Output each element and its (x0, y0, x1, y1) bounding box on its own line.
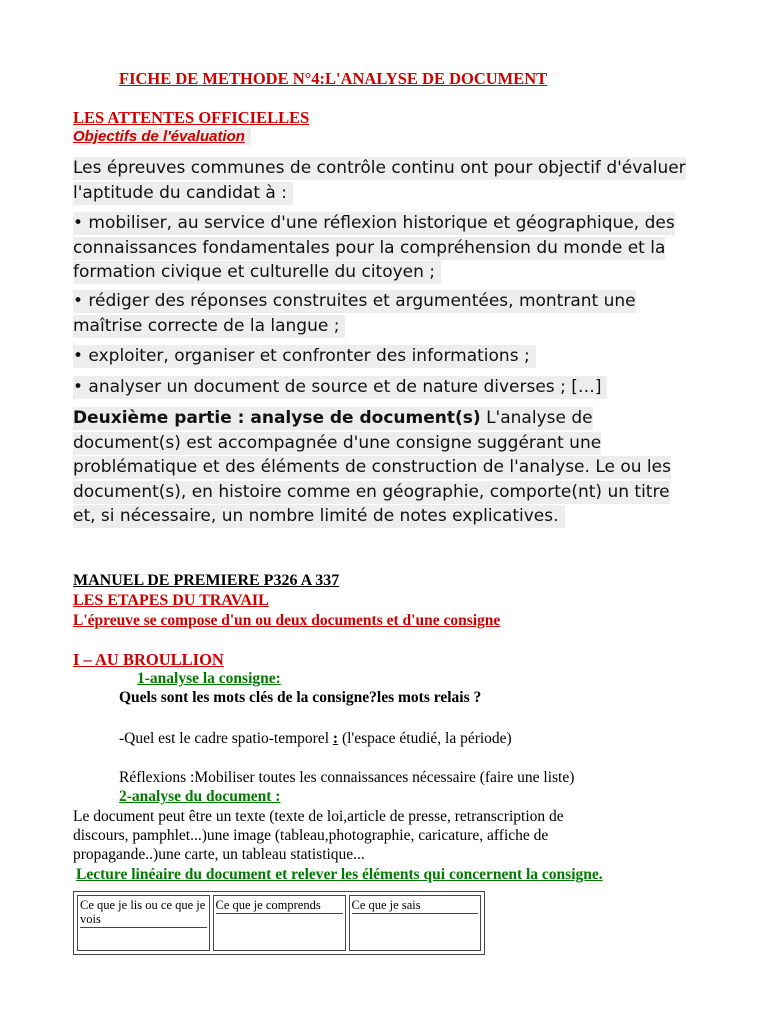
question-cadre-text: -Quel est le cadre spatio-temporel (119, 730, 333, 747)
bullet-text-1: • mobiliser, au service d'une réflexion historique et géographique, des connaissances fondamentales pour la compréhension du monde et la formation civique et culturelle du citoyen ; (73, 213, 675, 282)
bullet-rediger (73, 289, 693, 338)
table-header-lis: Ce que je lis ou ce que je vois (80, 898, 206, 926)
subheading-objectifs: Objectifs de l'évaluation (73, 128, 251, 145)
question-cadre-colon: : (332, 730, 339, 747)
bullet-exploiter (73, 344, 693, 369)
table-cell-comprends (213, 895, 346, 951)
deuxieme-partie-label: Deuxième partie : analyse de document(s) (73, 408, 481, 428)
bullet-text-3: • exploiter, organiser et confronter des informations ; (73, 345, 536, 368)
question-cadre-detail: (l'espace étudié, la période) (338, 730, 512, 747)
bullet-mobiliser (73, 211, 693, 285)
step2-heading: 2-analyse du document : (119, 788, 281, 805)
analysis-table (73, 891, 485, 955)
bullet-analyser (73, 375, 693, 400)
document-line-2: discours, pamphlet...)une image (tableau,photographie, caricature, affiche de (73, 827, 549, 844)
intro-text: Les épreuves communes de contrôle continu ont pour objectif d'évaluer l'aptitude du candidat à : (73, 158, 686, 203)
table-cell-sais (349, 895, 482, 951)
table-header-sais: Ce que je sais (352, 898, 479, 914)
reflexions-line: Réflexions :Mobiliser toutes les connaissances nécessaire (faire une liste) (119, 769, 575, 786)
document-description (73, 807, 564, 864)
question-mots-cles: Quels sont les mots clés de la consigne?les mots relais ? (119, 689, 482, 706)
bullet-text-4: • analyser un document de source et de nature diverses ; […] (73, 376, 607, 399)
section-heading-brouillon: I – AU BROULLION (73, 650, 224, 669)
document-line-3: propagande..)une carte, un tableau statistique... (73, 846, 365, 863)
section-heading-attentes: LES ATTENTES OFFICIELLES (73, 108, 310, 127)
deuxieme-partie-paragraph (73, 406, 693, 529)
page-title: FICHE DE METHODE N°4:L'ANALYSE DE DOCUMENT (119, 69, 548, 88)
bullet-text-2: • rédiger des réponses construites et argumentées, montrant une maîtrise correcte de la langue ; (73, 291, 636, 336)
manuel-reference: MANUEL DE PREMIERE P326 A 337 (73, 572, 340, 589)
question-cadre (119, 730, 512, 748)
intro-paragraph (73, 156, 693, 205)
table-cell-lis (77, 895, 210, 951)
deuxieme-partie-text: L'analyse de document(s) est accompagnée d'une consigne suggérant une problématique et des éléments de construction de l'analyse. Le ou les document(s), en histoire comme en géographie, comporte(nt) un titre et, si nécessaire, un nombre limité de notes explicatives. (73, 408, 671, 526)
section-heading-etapes: LES ETAPES DU TRAVAIL (73, 592, 269, 609)
table-header-comprends: Ce que je comprends (216, 898, 343, 914)
table-row (77, 895, 481, 951)
document-line-1: Le document peut être un texte (texte de loi,article de presse, retranscription de (73, 808, 564, 825)
epreuve-line: L'épreuve se compose d'un ou deux documents et d'une consigne (73, 612, 501, 629)
lecture-lineaire-line: Lecture linéaire du document et relever les éléments qui concernent la consigne. (76, 866, 603, 883)
step1-heading: 1-analyse la consigne: (137, 670, 281, 687)
